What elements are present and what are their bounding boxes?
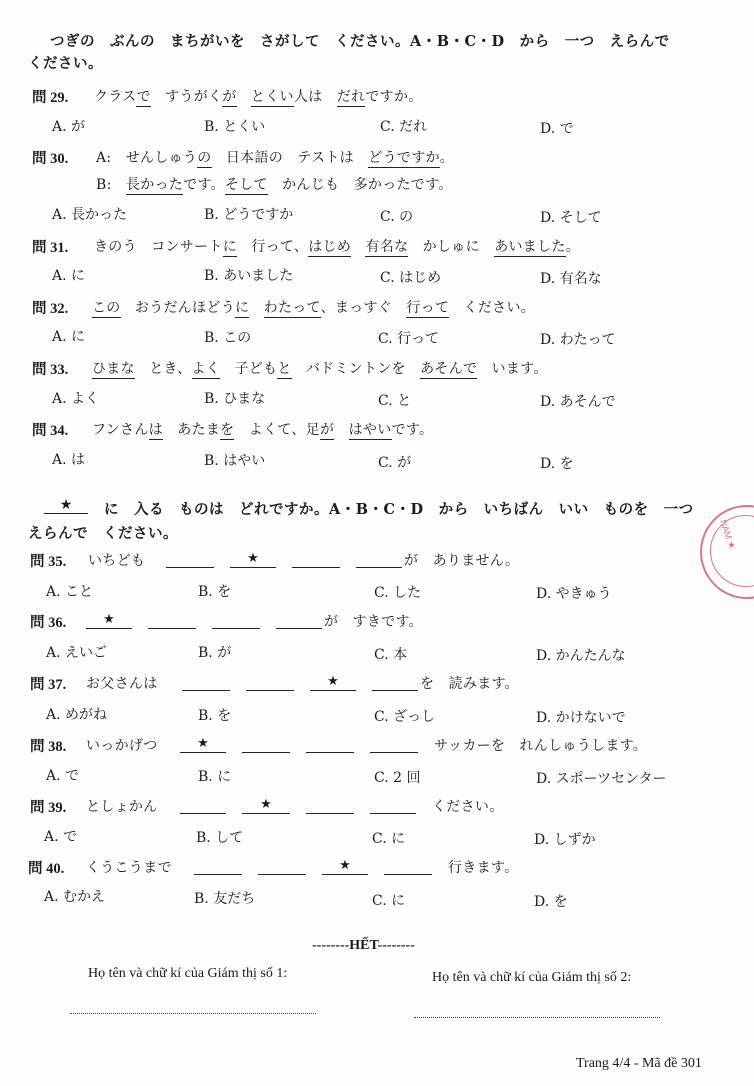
option-d: D. かけないで bbox=[536, 710, 626, 726]
option-c: C. 本 bbox=[374, 647, 408, 663]
text-segment bbox=[351, 239, 365, 255]
answer-blank bbox=[148, 612, 196, 629]
signature-line-2 bbox=[414, 1016, 660, 1018]
underlined-segment: はじめ bbox=[308, 239, 352, 255]
star-icon: ★ bbox=[327, 674, 339, 689]
question-text bbox=[92, 358, 548, 378]
question-number: 問 38. bbox=[30, 739, 67, 755]
underlined-segment: ひまな bbox=[92, 361, 135, 377]
option-a: A. で bbox=[46, 768, 80, 784]
answer-blank bbox=[246, 674, 294, 691]
option-d: D. あそんで bbox=[540, 394, 616, 410]
official-stamp bbox=[700, 505, 754, 599]
option-c: C. が bbox=[378, 455, 412, 471]
text-segment: 子ども bbox=[220, 361, 278, 377]
option-a: A. に bbox=[52, 329, 86, 345]
underlined-segment: で bbox=[136, 89, 151, 105]
question-number: 問 33. bbox=[32, 362, 69, 378]
option-a: A. えいご bbox=[46, 645, 108, 661]
underlined-segment: 長かった bbox=[125, 177, 184, 193]
stamp-inner-ring bbox=[710, 515, 754, 587]
question-suffix: サッカーを れんしゅうします。 bbox=[434, 738, 648, 754]
text-segment: よくて、足 bbox=[234, 422, 320, 438]
star-blank bbox=[230, 551, 276, 568]
star-blank bbox=[322, 858, 368, 875]
answer-blank bbox=[258, 858, 306, 875]
text-segment: A: せんしゅう bbox=[96, 150, 198, 166]
section2-instruction-line1: に 入る ものは どれですか。A・B・C・D から いちばん いい ものを 一つ bbox=[104, 501, 694, 518]
stamp-text: NAM ★ bbox=[717, 518, 738, 551]
question-text bbox=[92, 419, 433, 439]
proctor-1-label: Họ tên và chữ kí của Giám thị số 1: bbox=[88, 966, 288, 981]
question-text bbox=[94, 236, 580, 256]
option-d: D. スポーツセンター bbox=[536, 771, 667, 787]
question-number: 問 36. bbox=[30, 615, 67, 631]
answer-blank bbox=[180, 797, 226, 814]
option-b: B. に bbox=[198, 769, 232, 785]
text-segment: ください。 bbox=[449, 300, 536, 316]
option-d: D. を bbox=[540, 456, 574, 472]
underlined-segment: の bbox=[197, 150, 212, 166]
underlined-segment: と bbox=[277, 361, 292, 377]
option-a: A. むかえ bbox=[44, 889, 106, 905]
answer-blank bbox=[194, 858, 242, 875]
star-blank bbox=[44, 497, 88, 514]
star-blank bbox=[310, 674, 356, 691]
underlined-segment: が bbox=[320, 422, 335, 438]
question-prefix: としょかん bbox=[86, 799, 158, 815]
answer-blank bbox=[306, 736, 354, 753]
text-segment: とき、 bbox=[134, 361, 192, 377]
option-b: B. ひまな bbox=[204, 391, 266, 407]
underlined-segment: そして bbox=[224, 177, 268, 193]
option-b: B. あいました bbox=[204, 268, 294, 284]
option-b: B. とくい bbox=[204, 119, 266, 135]
option-c: C. した bbox=[374, 585, 422, 601]
answer-blank bbox=[292, 551, 340, 568]
section1-instruction-line2: ください。 bbox=[28, 55, 103, 72]
question-number: 問 32. bbox=[32, 301, 69, 317]
text-segment: クラス bbox=[94, 89, 137, 105]
star-icon: ★ bbox=[247, 551, 259, 566]
text-segment: です。 bbox=[391, 422, 434, 438]
text-segment: フンさん bbox=[92, 422, 149, 438]
text-segment: 。 bbox=[439, 150, 455, 166]
option-b: B. この bbox=[204, 330, 252, 346]
section2-instruction-line2: えらんで ください。 bbox=[28, 525, 178, 542]
option-a: A. よく bbox=[52, 391, 100, 407]
option-b: B. して bbox=[196, 830, 244, 846]
option-c: C. ざっし bbox=[374, 709, 436, 725]
dialogue-line-a bbox=[96, 147, 454, 167]
question-suffix: が すきです。 bbox=[324, 614, 423, 630]
underlined-segment: だれ bbox=[336, 89, 366, 105]
underlined-segment: に bbox=[235, 300, 250, 316]
answer-blank bbox=[372, 674, 418, 691]
question-number: 問 31. bbox=[32, 240, 69, 256]
option-a: A. 長かった bbox=[52, 207, 128, 223]
answer-blank bbox=[212, 612, 260, 629]
text-segment: B: bbox=[96, 177, 126, 193]
question-text bbox=[94, 86, 423, 106]
dialogue-line-b bbox=[96, 174, 453, 194]
answer-blank bbox=[370, 736, 418, 753]
question-prefix: いっかげつ bbox=[86, 738, 158, 754]
option-a: A. は bbox=[52, 452, 86, 468]
option-c: C. と bbox=[378, 393, 412, 409]
option-b: B. どうですか bbox=[204, 207, 294, 223]
underlined-segment: 行って bbox=[406, 300, 450, 316]
star-blank bbox=[180, 736, 226, 753]
star-icon: ★ bbox=[260, 797, 272, 812]
option-d: D. そして bbox=[540, 210, 602, 226]
text-segment: すうがく bbox=[150, 89, 223, 105]
underlined-segment: は bbox=[148, 422, 163, 438]
underlined-segment: を bbox=[220, 422, 235, 438]
text-segment: います。 bbox=[477, 361, 548, 377]
option-c: C. 行って bbox=[378, 331, 440, 347]
option-d: D. わたって bbox=[540, 332, 616, 348]
answer-blank bbox=[370, 797, 416, 814]
option-c: C. 2 回 bbox=[374, 770, 421, 786]
option-a: A. で bbox=[44, 829, 78, 845]
option-d: D. かんたんな bbox=[536, 648, 626, 664]
answer-blank bbox=[356, 551, 402, 568]
star-blank bbox=[86, 612, 132, 629]
answer-blank bbox=[182, 674, 230, 691]
option-d: D. を bbox=[534, 894, 568, 910]
underlined-segment: とくい bbox=[250, 89, 294, 105]
text-segment: 。 bbox=[565, 239, 580, 255]
question-number: 問 35. bbox=[30, 554, 67, 570]
text-segment: かんじも 多かったです。 bbox=[267, 177, 453, 193]
option-a: A. こと bbox=[46, 584, 94, 600]
question-suffix: が ありません。 bbox=[404, 553, 520, 569]
question-suffix: 行きます。 bbox=[448, 860, 519, 876]
end-marker: --------HẾT-------- bbox=[312, 938, 415, 953]
answer-blank bbox=[166, 551, 214, 568]
star-icon: ★ bbox=[103, 612, 115, 627]
option-c: C. だれ bbox=[380, 119, 428, 135]
signature-line-1 bbox=[70, 1012, 316, 1014]
text-segment: 日本語の テストは bbox=[211, 150, 369, 166]
section1-instruction-line1: つぎの ぶんの まちがいを さがして ください。A・B・C・D から 一つ えらんで bbox=[50, 33, 670, 50]
option-c: C. の bbox=[380, 209, 414, 225]
question-number: 問 37. bbox=[30, 677, 67, 693]
question-suffix: を 読みます。 bbox=[420, 676, 519, 692]
option-a: A. が bbox=[52, 119, 86, 135]
answer-blank bbox=[384, 858, 432, 875]
underlined-segment: この bbox=[92, 300, 121, 316]
option-a: A. めがね bbox=[46, 707, 108, 723]
answer-blank bbox=[242, 736, 290, 753]
option-a: A. に bbox=[52, 268, 86, 284]
text-segment: 行って、 bbox=[237, 239, 309, 255]
option-d: D. しずか bbox=[534, 832, 596, 848]
star-icon: ★ bbox=[339, 858, 351, 873]
underlined-segment: わたって bbox=[263, 300, 321, 316]
option-c: C. はじめ bbox=[380, 270, 442, 286]
answer-blank bbox=[306, 797, 354, 814]
underlined-segment: あいました bbox=[494, 239, 566, 255]
option-c: C. に bbox=[372, 831, 406, 847]
text-segment bbox=[237, 89, 251, 105]
option-c: C. に bbox=[372, 893, 406, 909]
underlined-segment: よく bbox=[191, 361, 221, 377]
underlined-segment: どうですか bbox=[368, 150, 440, 166]
option-b: B. はやい bbox=[204, 453, 266, 469]
option-d: D. やきゅう bbox=[536, 586, 612, 602]
option-b: B. を bbox=[198, 708, 232, 724]
text-segment bbox=[249, 300, 263, 316]
star-blank bbox=[242, 797, 290, 814]
text-segment: きのう コンサート bbox=[94, 239, 223, 255]
underlined-segment: 有名な bbox=[365, 239, 409, 255]
text-segment: あたま bbox=[162, 422, 221, 438]
text-segment bbox=[334, 422, 348, 438]
option-d: D. で bbox=[540, 121, 574, 137]
question-prefix: お父さんは bbox=[86, 676, 158, 692]
text-segment: バドミントンを bbox=[291, 361, 421, 377]
question-number: 問 30. bbox=[32, 151, 69, 167]
underlined-segment: はやい bbox=[348, 422, 392, 438]
underlined-segment: あそんで bbox=[420, 361, 478, 377]
option-b: B. を bbox=[198, 584, 232, 600]
option-b: B. 友だち bbox=[194, 891, 256, 907]
star-icon: ★ bbox=[59, 497, 73, 513]
question-suffix: ください。 bbox=[432, 799, 504, 815]
text-segment: かしゅに bbox=[408, 239, 495, 255]
star-icon: ★ bbox=[197, 736, 209, 751]
text-segment: おうだんほどう bbox=[120, 300, 236, 316]
text-segment: 、まっすぐ bbox=[320, 300, 407, 316]
answer-blank bbox=[276, 612, 322, 629]
question-number: 問 29. bbox=[32, 90, 69, 106]
underlined-segment: に bbox=[222, 239, 238, 255]
option-b: B. が bbox=[198, 645, 232, 661]
question-number: 問 34. bbox=[32, 423, 69, 439]
question-prefix: いちども bbox=[88, 553, 146, 569]
underlined-segment: が bbox=[222, 89, 237, 105]
page-footer: Trang 4/4 - Mã đề 301 bbox=[576, 1056, 702, 1071]
option-d: D. 有名な bbox=[540, 271, 602, 287]
question-text bbox=[92, 297, 535, 317]
question-number: 問 40. bbox=[28, 861, 65, 877]
text-segment: ですか。 bbox=[365, 89, 423, 105]
question-number: 問 39. bbox=[30, 800, 67, 816]
text-segment: です。 bbox=[183, 177, 225, 193]
question-prefix: くうこうまで bbox=[86, 860, 172, 876]
proctor-2-label: Họ tên và chữ kí của Giám thị số 2: bbox=[432, 970, 632, 985]
text-segment: 人は bbox=[293, 89, 337, 105]
